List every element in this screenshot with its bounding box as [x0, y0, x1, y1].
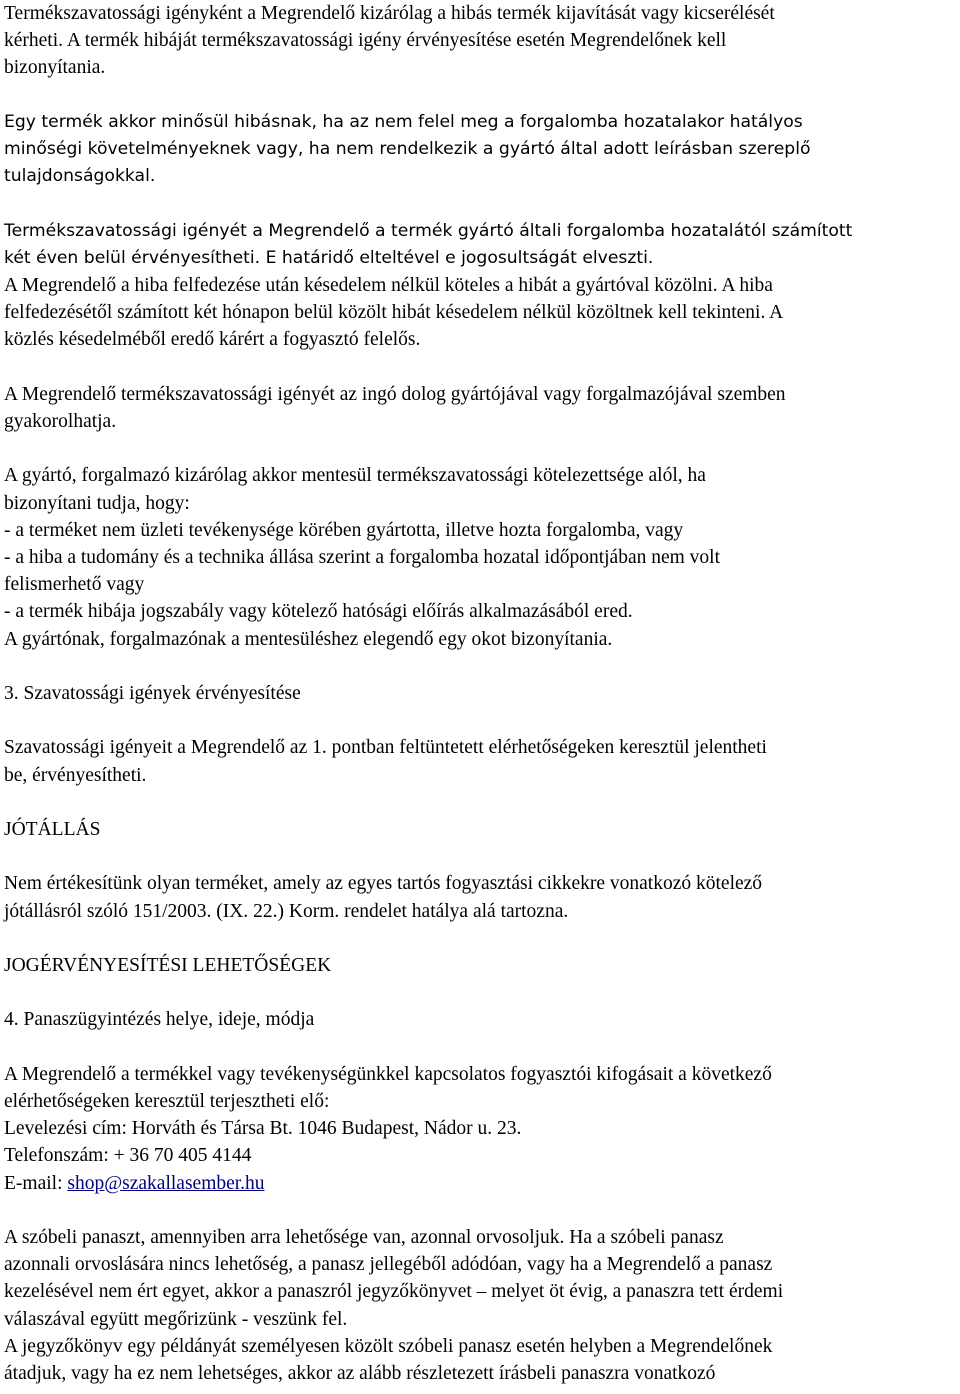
text-line: válaszával együtt megőrizünk - veszünk fel.	[4, 1308, 348, 1330]
text-line: Termékszavatossági igényként a Megrendelő kizárólag a hibás termék kijavítását vagy kicserélését	[4, 3, 775, 24]
text-line: két éven belül érvényesítheti. E határidő elteltével e jogosultságát elveszti.	[4, 247, 654, 268]
section-heading: 3. Szavatossági igények érvényesítése	[4, 683, 301, 704]
paragraph-guarantee	[4, 870, 958, 924]
text-line: gyakorolhatja.	[4, 411, 117, 432]
contact-phone: Telefonszám: + 36 70 405 4144	[4, 1145, 252, 1167]
text-line: közlés késedelméből eredő kárért a fogyasztó felelős.	[4, 329, 421, 351]
heading-section-3	[4, 680, 958, 707]
list-item: - a termék hibája jogszabály vagy kötelező hatósági előírás alkalmazásából ered.	[4, 601, 633, 623]
section-heading: 4. Panaszügyintézés helye, ideje, módja	[4, 1009, 315, 1031]
contact-address: Levelezési cím: Horváth és Társa Bt. 1046 Budapest, Nádor u. 23.	[4, 1118, 522, 1140]
paragraph-oral-complaint	[4, 1224, 958, 1387]
paragraph-exemption	[4, 462, 958, 652]
section-heading: JOGÉRVÉNYESÍTÉSI LEHETŐSÉGEK	[4, 954, 332, 976]
text-line: A Megrendelő a hiba felfedezése után késedelem nélkül köteles a hibát a gyártóval közölni. A hiba	[4, 275, 773, 296]
text-line: A gyártónak, forgalmazónak a mentesüléshez elegendő egy okot bizonyítania.	[4, 628, 613, 650]
text-line: Szavatossági igényeit a Megrendelő az 1. pontban feltüntetett elérhetőségeken keresztül jelentheti	[4, 737, 767, 759]
text-line: A Megrendelő termékszavatossági igényét az ingó dolog gyártójával vagy forgalmazójával szemben	[4, 383, 786, 405]
section-heading: JÓTÁLLÁS	[4, 818, 101, 840]
heading-guarantee	[4, 816, 958, 843]
paragraph-against-whom	[4, 381, 958, 435]
list-item: - a terméket nem üzleti tevékenysége körében gyártotta, illetve hozta forgalomba, vagy	[4, 519, 684, 541]
text-line: kérheti. A termék hibáját termékszavatossági igény érvényesítése esetén Megrendelőnek kell	[4, 30, 727, 52]
text-line: bizonyítani tudja, hogy:	[4, 492, 190, 514]
paragraph-section-3	[4, 734, 958, 788]
text-line: A szóbeli panaszt, amennyiben arra lehetősége van, azonnal orvosoljuk. Ha a szóbeli panasz	[4, 1226, 724, 1248]
text-line: be, érvényesítheti.	[4, 764, 147, 786]
paragraph-defect-definition	[4, 109, 958, 191]
text-line: Nem értékesítünk olyan terméket, amely az egyes tartós fogyasztási cikkekre vonatkozó kötelező	[4, 873, 763, 895]
email-link[interactable]: shop@szakallasember.hu	[67, 1172, 265, 1194]
heading-legal-remedies	[4, 952, 958, 979]
paragraph-two-years	[4, 218, 958, 272]
text-line: bizonyítania.	[4, 57, 106, 79]
text-line: A gyártó, forgalmazó kizárólag akkor mentesül termékszavatossági kötelezettsége alól, ha	[4, 465, 706, 487]
text-line: tulajdonságokkal.	[4, 166, 156, 187]
text-line: azonnali orvoslására nincs lehetőség, a panasz jellegéből adódóan, vagy ha a Megrendelő a panasz	[4, 1254, 773, 1276]
text-line: Egy termék akkor minősül hibásnak, ha az nem felel meg a forgalomba hozatalakor hatályos	[4, 111, 803, 132]
text-line: A jegyzőkönyv egy példányát személyesen közölt szóbeli panasz esetén helyben a Megrendelőnek	[4, 1335, 773, 1357]
paragraph-contact	[4, 1061, 958, 1197]
email-label: E-mail:	[4, 1172, 68, 1194]
text-line: elérhetőségeken keresztül terjesztheti elő:	[4, 1090, 330, 1112]
document-page	[4, 0, 958, 1387]
contact-email-row	[4, 1170, 958, 1197]
paragraph-notify-defect	[4, 272, 958, 354]
text-line: Termékszavatossági igényét a Megrendelő a termék gyártó általi forgalomba hozatalától számított	[4, 220, 853, 241]
list-item: - a hiba a tudomány és a technika állása szerint a forgalomba hozatal időpontjában nem volt	[4, 547, 721, 568]
heading-section-4	[4, 1006, 958, 1033]
text-line: minőségi követelményeknek vagy, ha nem rendelkezik a gyártó által adott leírásban szereplő	[4, 139, 811, 159]
text-line: kezelésével nem ért egyet, akkor a panaszról jegyzőkönyvet – melyet öt évig, a panaszra tett érdemi	[4, 1281, 784, 1303]
paragraph-warranty-claim	[4, 0, 958, 82]
text-line: A Megrendelő a termékkel vagy tevékenységünkkel kapcsolatos fogyasztói kifogásait a következő	[4, 1063, 772, 1085]
text-line: felismerhető vagy	[4, 574, 145, 596]
text-line: jótállásról szóló 151/2003. (IX. 22.) Korm. rendelet hatálya alá tartozna.	[4, 900, 569, 922]
text-line: felfedezésétől számított két hónapon belül közölt hibát késedelem nélkül közöltnek kell tekinteni. A	[4, 302, 784, 324]
text-line: átadjuk, vagy ha ez nem lehetséges, akkor az alább részletezett írásbeli panaszra vonatkozó	[4, 1362, 716, 1384]
